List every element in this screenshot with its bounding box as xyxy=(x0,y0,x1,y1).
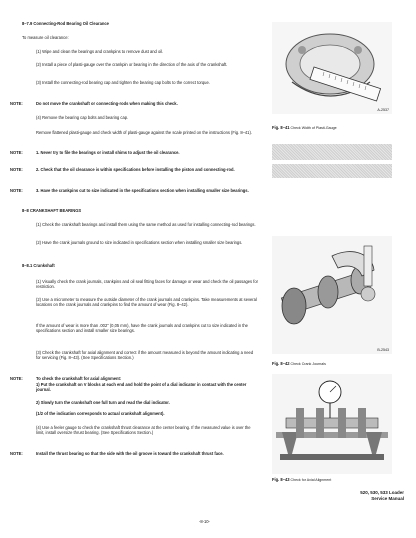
note-text: 2. Check that the oil clearance is within specifications before installing the piston and connecting-rod. xyxy=(36,167,235,172)
note-text: To check the crankshaft for axial alignment: xyxy=(36,376,122,381)
section-heading-8-8-1: 8–8.1 Crankshaft xyxy=(22,263,55,268)
figure-label: Fig. 8–43 xyxy=(272,477,290,482)
figure-title: Check for Axial Alignment xyxy=(290,478,332,482)
note-text: 1. Never try to file the bearings or install shims to adjust the oil clearance. xyxy=(36,150,180,155)
section-heading-8-7-9: 8–7.9 Connecting-Rod Bearing Oil Clearance xyxy=(22,21,109,26)
page-number: -8-10- xyxy=(199,519,210,524)
footer-title: Service Manual xyxy=(371,496,404,501)
note-label: NOTE: xyxy=(10,376,23,381)
note-text: 1) Put the crankshaft on V blocks at each end and hold the point of a dial indicator in contact with the center journal. xyxy=(36,382,247,393)
step-5: Remove flattened plasti-gauge and check width of plasti-gauge against the scale printed on the instructions (Fig. 8–41). xyxy=(36,130,252,135)
crankshaft-step-3: (3) Check the crankshaft for axial alignment and correct if the amount measured is beyond the amount indicating a need for servicing (Fig. 8–43). (See Specifications Section.) xyxy=(36,350,254,361)
crankshaft-step-1: (1) Visually check the crank journals, crankpins and oil seal fitting faces for damage or wear and check the oil passages for restriction. xyxy=(36,279,259,290)
note-text: (1/2 of the indication corresponds to actual crankshaft alignment). xyxy=(36,411,165,416)
note-label: NOTE: xyxy=(10,188,23,193)
note-label: NOTE: xyxy=(10,451,23,456)
step-4: (4) Remove the bearing cap bolts and bearing cap. xyxy=(36,115,129,120)
figure-caption xyxy=(272,478,331,482)
intro-text: To measure oil clearance: xyxy=(22,35,69,40)
step-2: (2) Install a piece of plasti-gauge over the crankpin or bearing in the direction of the axis of the crankshaft. xyxy=(36,62,228,67)
crank-bearings-step-1: (1) Check the crankshaft bearings and install them using the same method as used for installing connecting-rod bearings. xyxy=(36,222,256,227)
note-label: NOTE: xyxy=(10,167,23,172)
shaded-panel xyxy=(272,164,392,178)
note-text: 2) Slowly turn the crankshaft one full turn and read the dial indicator. xyxy=(36,400,170,405)
figure-label: Fig. 8–42 xyxy=(272,361,290,366)
note-text: Do not move the crankshaft or connecting-rods when making this check. xyxy=(36,101,178,106)
footer-model: 520, 530, 533 Loader xyxy=(360,490,404,495)
crank-bearings-step-2: (2) Have the crank journals ground to size indicated in specifications section when installing smaller size bearings. xyxy=(36,240,243,245)
note-text: Install the thrust bearing so that the side with the oil groove is toward the crankshaft thrust face. xyxy=(36,451,224,456)
step-1: (1) Wipe and clean the bearings and crankpins to remove dust and oil. xyxy=(36,49,164,54)
manual-footer xyxy=(300,490,404,502)
figure-code: A-2537 xyxy=(377,107,389,112)
figure-code: B-2543 xyxy=(377,347,389,352)
shaded-panel xyxy=(272,144,392,160)
figure-caption xyxy=(272,126,337,130)
figure-title: Check Width of Plasti-Gauge xyxy=(290,126,337,130)
note-label: NOTE: xyxy=(10,101,23,106)
crankshaft-step-4: (4) Use a feeler gauge to check the crankshaft thrust clearance at the center bearing. If the measured value is over the limit, install oversize thrust bearing. (See Specifications Section.) xyxy=(36,425,251,436)
figure-title: Check Crank Journals xyxy=(290,362,326,366)
figure-label: Fig. 8–41 xyxy=(272,125,290,130)
crankshaft-wear-limit: If the amount of wear is more than .002" (0,05 mm), have the crank journals and crankpins cut to size indicated in the specifications section and install smaller size bearings. xyxy=(36,323,248,334)
figure-caption xyxy=(272,362,326,366)
note-text: 3. Have the crankpins cut to size indicated in the specifications section when installing smaller size bearings. xyxy=(36,188,249,193)
section-heading-8-8: 8–8 CRANKSHAFT BEARINGS xyxy=(22,208,82,213)
crankshaft-step-2: (2) Use a micrometer to measure the outside diameter of the crank journals and crankpins. Take measurements at several locations on the crank journals and crankpins to find the amount of wear (Fig. 8–42). xyxy=(36,297,257,308)
note-label: NOTE: xyxy=(10,150,23,155)
axial-alignment-illustration xyxy=(272,374,392,474)
crank-journal-illustration xyxy=(272,236,392,354)
plasti-gauge-illustration xyxy=(272,22,392,114)
step-3: (3) Install the connecting-rod bearing cap and tighten the bearing cap bolts to the correct torque. xyxy=(36,80,210,85)
